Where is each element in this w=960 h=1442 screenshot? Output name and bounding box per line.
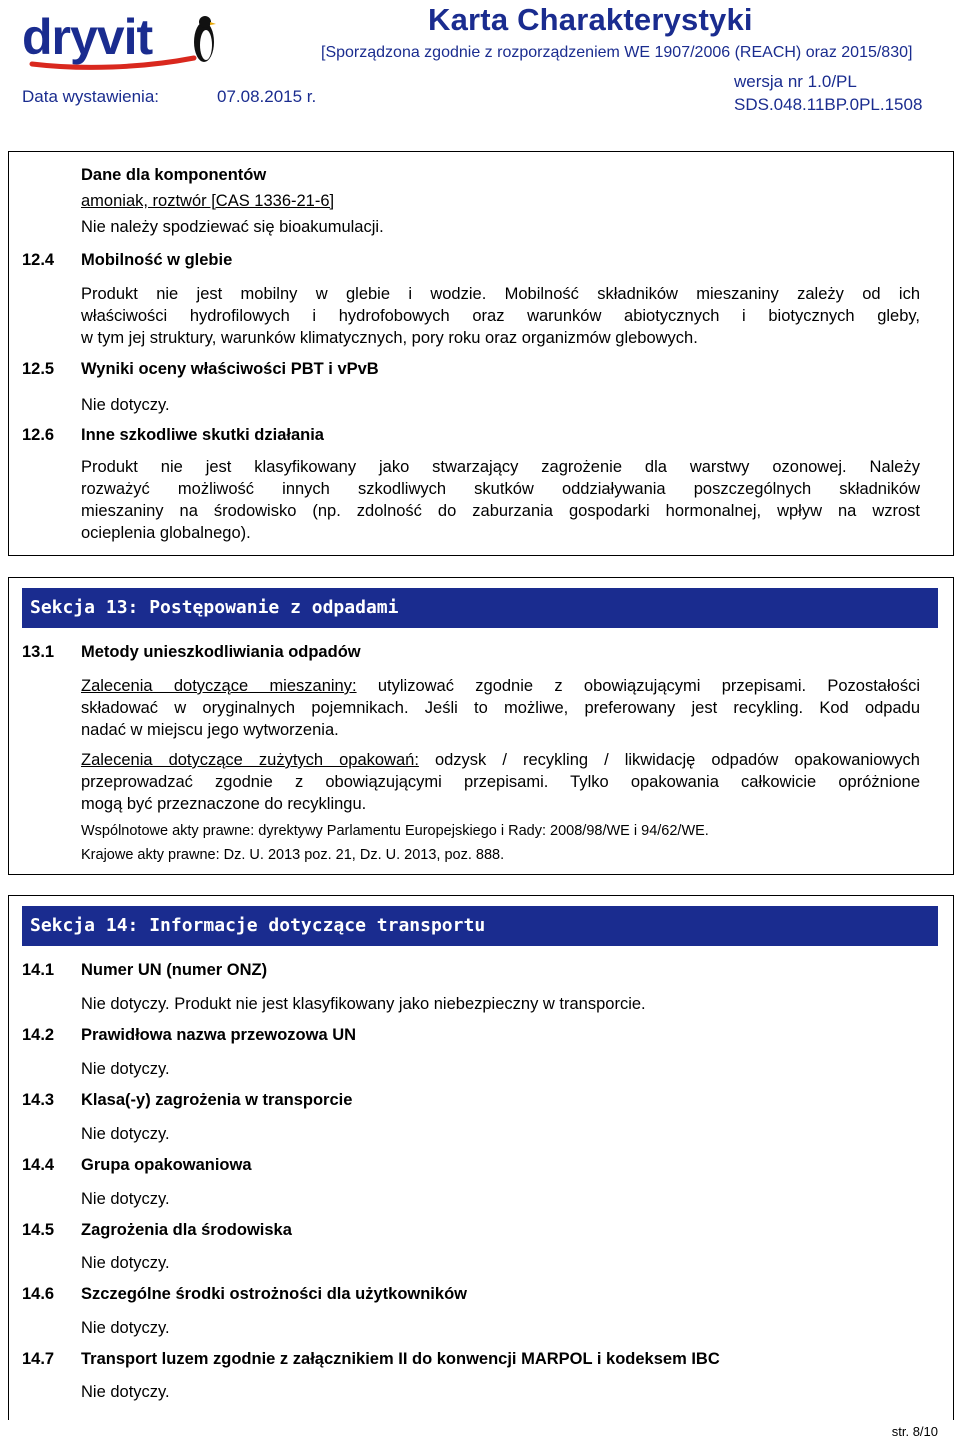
section-13-1-title: Metody unieszkodliwiania odpadów <box>81 643 361 661</box>
section-14-4-title: Grupa opakowaniowa <box>81 1156 252 1174</box>
section-12-5-number: 12.5 <box>22 360 55 378</box>
text-line <box>81 749 920 771</box>
section-14-3-text: Nie dotyczy. <box>81 1125 170 1143</box>
section-13-header-bar <box>22 588 938 628</box>
text-line <box>81 675 920 697</box>
section-14-1-text: Nie dotyczy. Produkt nie jest klasyfikowany jako niebezpieczny w transporcie. <box>81 995 646 1013</box>
national-legislation: Krajowe akty prawne: Dz. U. 2013 poz. 21, Dz. U. 2013, poz. 888. <box>81 847 505 863</box>
section-12-4-title: Mobilność w glebie <box>81 251 233 269</box>
packaging-text: odzysk / recykling / likwidację odpadów opakowaniowych <box>418 751 920 769</box>
document-title: Karta Charakterystyki <box>428 2 753 37</box>
text-line: mogą być przeznaczone do recyklingu. <box>81 795 367 813</box>
section-14-3-number: 14.3 <box>22 1091 55 1109</box>
section-12-6-text <box>81 456 920 544</box>
issue-date-label: Data wystawienia: <box>22 87 160 106</box>
section-14-5-title: Zagrożenia dla środowiska <box>81 1221 292 1239</box>
section-12-4-number: 12.4 <box>22 251 55 269</box>
section-14-3-title: Klasa(-y) zagrożenia w transporcie <box>81 1091 353 1109</box>
page-number: str. 8/10 <box>891 1424 938 1439</box>
components-heading: Dane dla komponentów <box>81 166 267 184</box>
section-14-4-number: 14.4 <box>22 1156 55 1174</box>
packaging-recommendations <box>81 749 920 815</box>
section-12-6-number: 12.6 <box>22 426 55 444</box>
section-14-5-number: 14.5 <box>22 1221 55 1239</box>
text-line: właściwości hydrofilowych i hydrofobowych oraz warunków abiotycznych i biotycznych gleby, <box>81 307 920 325</box>
section-14-4-text: Nie dotyczy. <box>81 1190 170 1208</box>
text-line: ocieplenia globalnego). <box>81 524 251 542</box>
section-14-7-title: Transport luzem zgodnie z załącznikiem II do konwencji MARPOL i kodeksem IBC <box>81 1350 720 1368</box>
document-code: SDS.048.11BP.0PL.1508 <box>734 95 923 114</box>
section-13-title: Sekcja 13: Postępowanie z odpadami <box>30 597 399 618</box>
section-14-title: Sekcja 14: Informacje dotyczące transportu <box>30 915 486 936</box>
text-line: przeprowadzać zgodnie z obowiązującymi przepisami. Tylko opakowania całkowicie opróżnione <box>81 773 920 791</box>
section-14-2-title: Prawidłowa nazwa przewozowa UN <box>81 1026 357 1044</box>
text-line: Produkt nie jest mobilny w glebie i wodzie. Mobilność składników mieszaniny zależy od ich <box>81 285 920 303</box>
section-14-2-number: 14.2 <box>22 1026 55 1044</box>
section-12-4-text <box>81 283 920 349</box>
text-line: nadać w miejscu jego wytworzenia. <box>81 721 339 739</box>
text-line: Produkt nie jest klasyfikowany jako stwarzający zagrożenie dla warstwy ozonowej. Należy <box>81 458 920 476</box>
eu-legislation: Wspólnotowe akty prawne: dyrektywy Parlamentu Europejskiego i Rady: 2008/98/WE i 94/62/WE. <box>81 823 709 839</box>
packaging-label: Zalecenia dotyczące zużytych opakowań: <box>81 751 419 769</box>
section-14-1-number: 14.1 <box>22 961 55 979</box>
section-14-7-number: 14.7 <box>22 1350 55 1368</box>
document-subtitle: [Sporządzona zgodnie z rozporządzeniem WE 1907/2006 (REACH) oraz 2015/830] <box>321 44 913 61</box>
section-14-6-number: 14.6 <box>22 1285 55 1303</box>
section-13-1-number: 13.1 <box>22 643 55 661</box>
section-14-1-title: Numer UN (numer ONZ) <box>81 961 268 979</box>
bioaccumulation-text: Nie należy spodziewać się bioakumulacji. <box>81 218 384 236</box>
section-12-5-text: Nie dotyczy. <box>81 396 170 414</box>
dryvit-logo <box>22 8 222 70</box>
dryvit-wordmark: dryvit <box>22 9 153 65</box>
mixture-label: Zalecenia dotyczące mieszaniny: <box>81 677 357 695</box>
section-12-5-title: Wyniki oceny właściwości PBT i vPvB <box>81 360 379 378</box>
section-14-6-title: Szczególne środki ostrożności dla użytkowników <box>81 1285 467 1303</box>
mixture-recommendations <box>81 675 920 741</box>
text-line: mieszaniny na środowisko (np. zdolność do zaburzania gospodarki hormonalnej, wpływ na wzrost <box>81 502 920 520</box>
section-14-7-text: Nie dotyczy. <box>81 1383 170 1401</box>
section-12-6-title: Inne szkodliwe skutki działania <box>81 426 324 444</box>
text-line: składować w oryginalnych pojemnikach. Jeśli to możliwe, preferowany jest recykling. Kod odpadu <box>81 699 920 717</box>
section-14-header-bar <box>22 906 938 946</box>
issue-date: 07.08.2015 r. <box>217 87 317 106</box>
mixture-text: utylizować zgodnie z obowiązującymi przepisami. Pozostałości <box>356 677 920 695</box>
section-14-6-text: Nie dotyczy. <box>81 1319 170 1337</box>
text-line: rozważyć możliwość innych szkodliwych skutków oddziaływania poszczególnych składników <box>81 480 920 498</box>
penguin-icon <box>194 16 216 62</box>
component-name: amoniak, roztwór [CAS 1336-21-6] <box>81 192 335 210</box>
document-version: wersja nr 1.0/PL <box>734 72 857 91</box>
section-14-5-text: Nie dotyczy. <box>81 1254 170 1272</box>
section-14-2-text: Nie dotyczy. <box>81 1060 170 1078</box>
text-line: w tym jej struktury, warunków klimatycznych, pory roku oraz organizmów glebowych. <box>81 329 698 347</box>
